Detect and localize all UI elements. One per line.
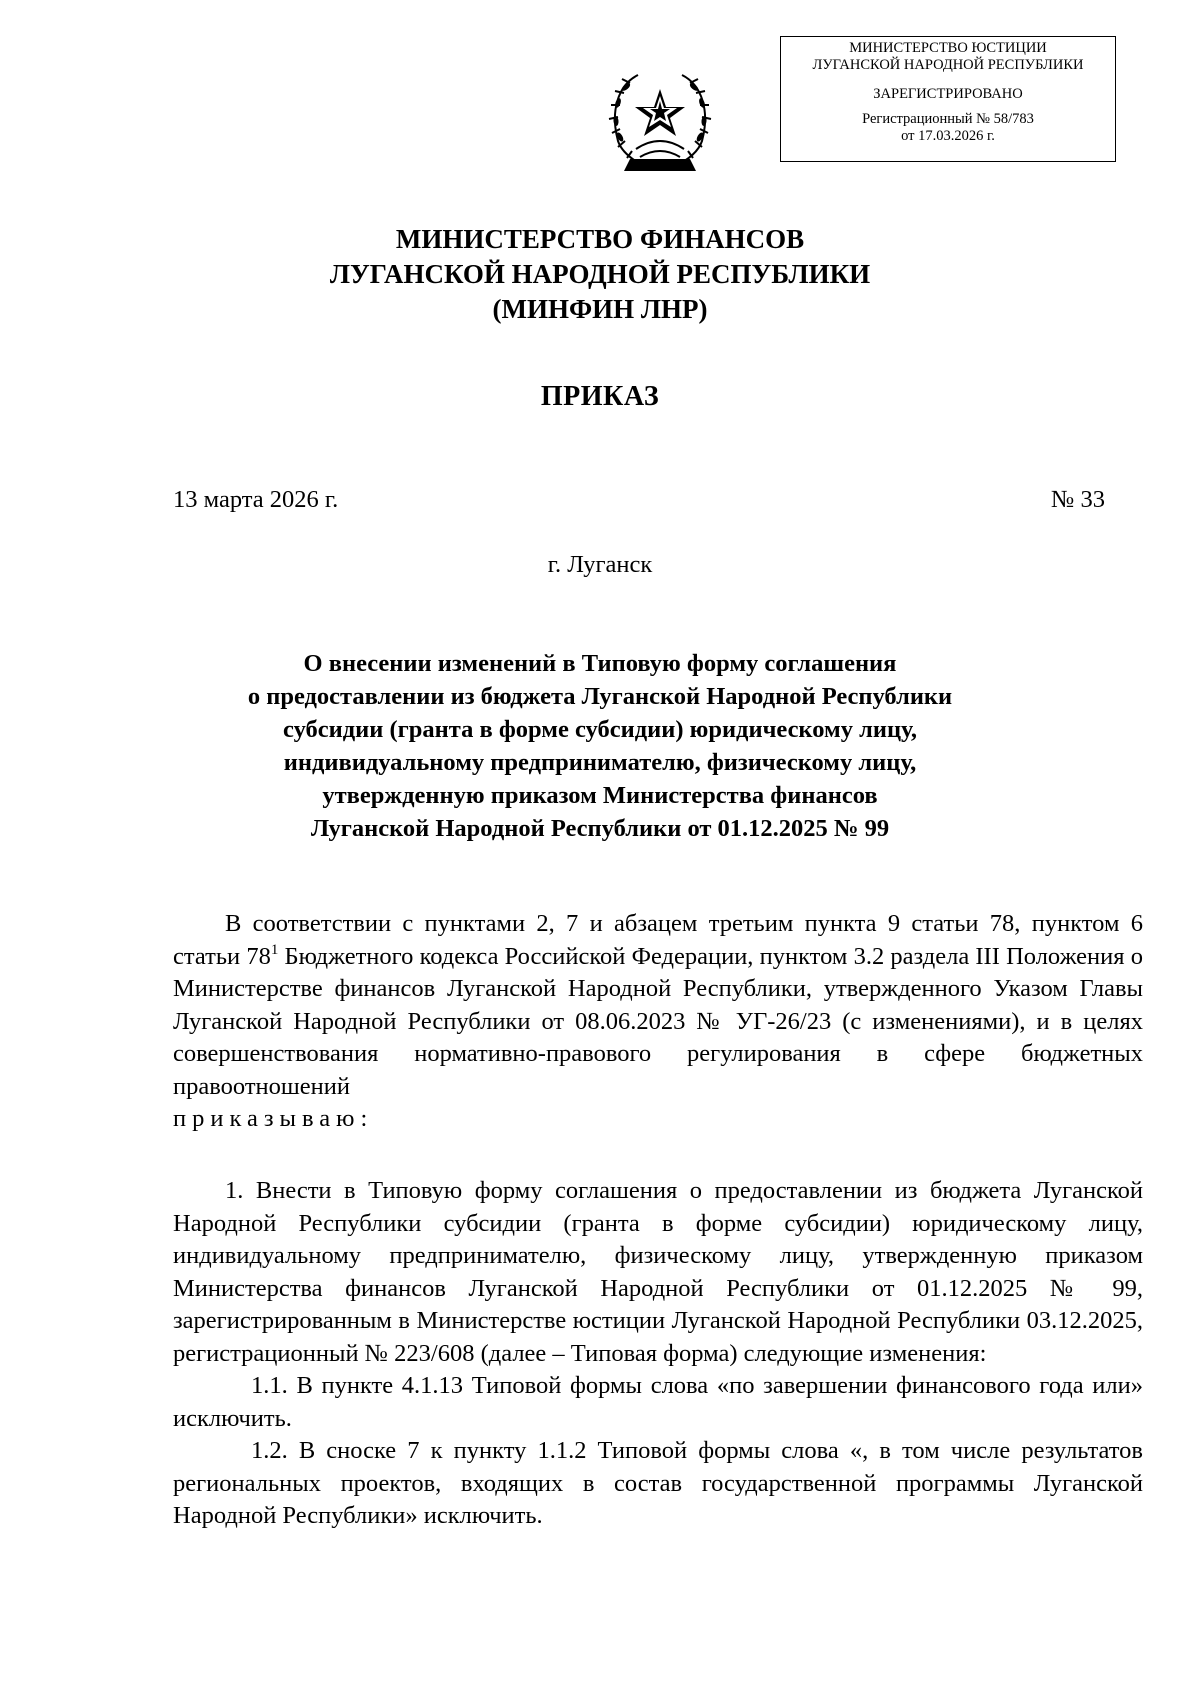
org-line-2: ЛУГАНСКОЙ НАРОДНОЙ РЕСПУБЛИКИ [329, 259, 871, 289]
stamp-status: ЗАРЕГИСТРИРОВАНО [873, 86, 1023, 102]
document-number: № 33 [1050, 486, 1105, 513]
document-type: ПРИКАЗ [540, 381, 660, 412]
subject-line-6: Луганской Народной Республики от 01.12.2025 № 99 [310, 815, 890, 842]
stamp-line-2: ЛУГАНСКОЙ НАРОДНОЙ РЕСПУБЛИКИ [812, 57, 1084, 73]
item-1: 1. Внести в Типовую форму соглашения о предоставлении из бюджета Луганской Народной Республики субсидии (гранта в форме субсидии) юридическому лицу, индивидуальному предпринимателю, физическому лицу, утвержденную приказом Министерства финансов Луганской Народной Республики от 01.12.2025 № 99, зарегистрированным в Министерстве юстиции Луганской Народной Республики 03.12.2025, регистрационный № 223/608 (далее – Типовая форма) следующие изменения: [173, 1177, 1143, 1367]
stamp-reg-date: от 17.03.2026 г. [901, 128, 995, 144]
org-line-3: (МИНФИН ЛНР) [492, 294, 708, 324]
subject-line-3: субсидии (гранта в форме субсидии) юридическому лицу, [283, 716, 917, 743]
item-1-1: 1.1. В пункте 4.1.13 Типовой формы слова «по завершении финансового года или» исключить. [173, 1372, 1143, 1432]
document-city: г. Луганск [547, 551, 653, 578]
order-word: приказываю: [173, 1105, 374, 1132]
organization-header [0, 222, 1200, 327]
date-number-line [173, 485, 1105, 515]
subject-line-2: о предоставлении из бюджета Луганской Народной Республики [247, 683, 953, 710]
preamble-superscript: 1 [270, 941, 279, 958]
document-subject [0, 647, 1200, 845]
stamp-reg-number: Регистрационный № 58/783 [862, 111, 1034, 127]
coat-of-arms-icon [600, 63, 720, 175]
stamp-line-1: МИНИСТЕРСТВО ЮСТИЦИИ [849, 40, 1047, 56]
document-date: 13 марта 2026 г. [173, 486, 339, 513]
subject-line-4: индивидуальному предпринимателю, физическому лицу, [283, 749, 917, 776]
org-line-1: МИНИСТЕРСТВО ФИНАНСОВ [395, 224, 805, 254]
preamble-paragraph [173, 908, 1143, 1103]
preamble-part-2: Бюджетного кодекса Российской Федерации, пунктом 3.2 раздела III Положения о Министерстве финансов Луганской Народной Республики, утвержденного Указом Главы Луганской Народной Республики от 08.06.2023 № УГ-26/23 (с изменениями), и в целях совершенствования нормативно-правового регулирования в сфере бюджетных правоотношений [173, 942, 1143, 1100]
registration-stamp [780, 36, 1116, 162]
order-word-paragraph [173, 1103, 1143, 1136]
subject-line-1: О внесении изменений в Типовую форму соглашения [303, 650, 897, 677]
preamble [173, 908, 1143, 1136]
order-items [173, 1175, 1143, 1533]
subject-line-5: утвержденную приказом Министерства финансов [322, 782, 878, 809]
preamble-part-1: В соответствии с пунктами 2, 7 и абзацем третьим пункта 9 статьи 78, пунктом 6 статьи 78 [173, 910, 1143, 970]
item-1-2: 1.2. В сноске 7 к пункту 1.1.2 Типовой формы слова «, в том числе результатов региональных проектов, входящих в состав государственной программы Луганской Народной Республики» исключить. [173, 1437, 1143, 1529]
